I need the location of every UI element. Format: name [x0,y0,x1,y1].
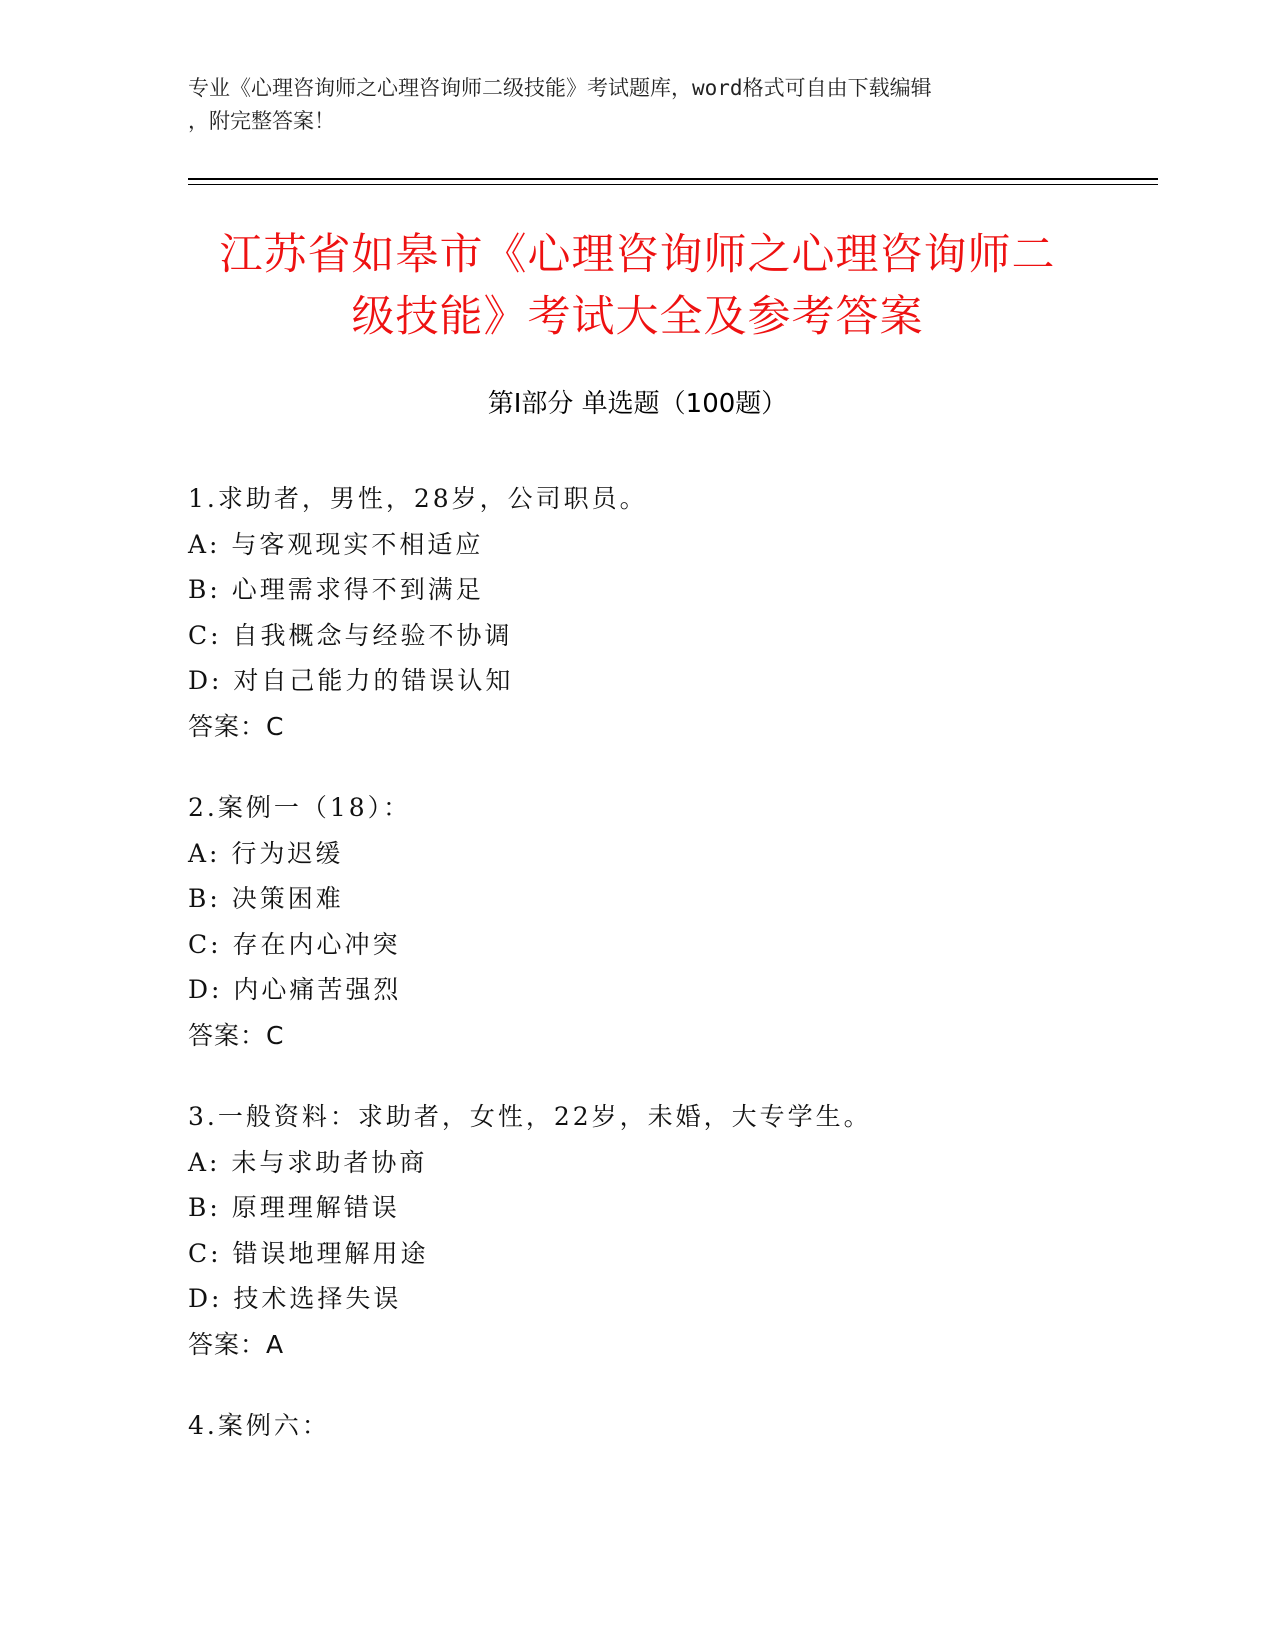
question-4 [188,1403,1138,1449]
option-b: B: 决策困难 [188,884,344,913]
header-divider-thin [188,184,1158,185]
option-a: A: 行为迟缓 [188,838,344,868]
header-note [188,72,1068,138]
option-a: A: 未与求助者协商 [188,1147,428,1177]
question-list [188,476,1138,1485]
question-2 [188,785,1138,1058]
document-title [150,224,1125,348]
option-b: B: 心理需求得不到满足 [188,575,484,604]
option-d: D: 技术选择失误 [188,1284,402,1313]
header-note-line-1: 专业《心理咨询师之心理咨询师二级技能》考试题库，word格式可自由下载编辑 [188,76,932,100]
option-b: B: 原理理解错误 [188,1193,400,1222]
answer: 答案：C [188,711,285,741]
answer: 答案：C [188,1020,285,1050]
question-3 [188,1094,1138,1367]
question-stem: 3.一般资料：求助者，女性，22岁，未婚，大专学生。 [188,1102,872,1131]
section-title: 第Ⅰ部分 单选题（100题） [487,389,788,419]
option-a: A: 与客观现实不相适应 [188,529,484,559]
question-stem: 2.案例一（18）： [188,793,412,822]
question-1 [188,476,1138,749]
header-note-line-2: ，附完整答案！ [188,109,335,133]
option-c: C: 错误地理解用途 [188,1238,429,1268]
document-title-line-2: 级技能》考试大全及参考答案 [351,292,924,342]
question-stem: 1.求助者，男性，28岁，公司职员。 [188,484,648,513]
document-title-line-1: 江苏省如皋市《心理咨询师之心理咨询师二 [219,230,1056,280]
header-divider-thick [188,178,1158,180]
question-stem: 4.案例六： [188,1411,330,1440]
option-d: D: 内心痛苦强烈 [188,975,402,1004]
option-d: D: 对自己能力的错误认知 [188,666,514,695]
option-c: C: 自我概念与经验不协调 [188,620,513,650]
option-c: C: 存在内心冲突 [188,929,401,959]
answer: 答案：A [188,1329,285,1359]
